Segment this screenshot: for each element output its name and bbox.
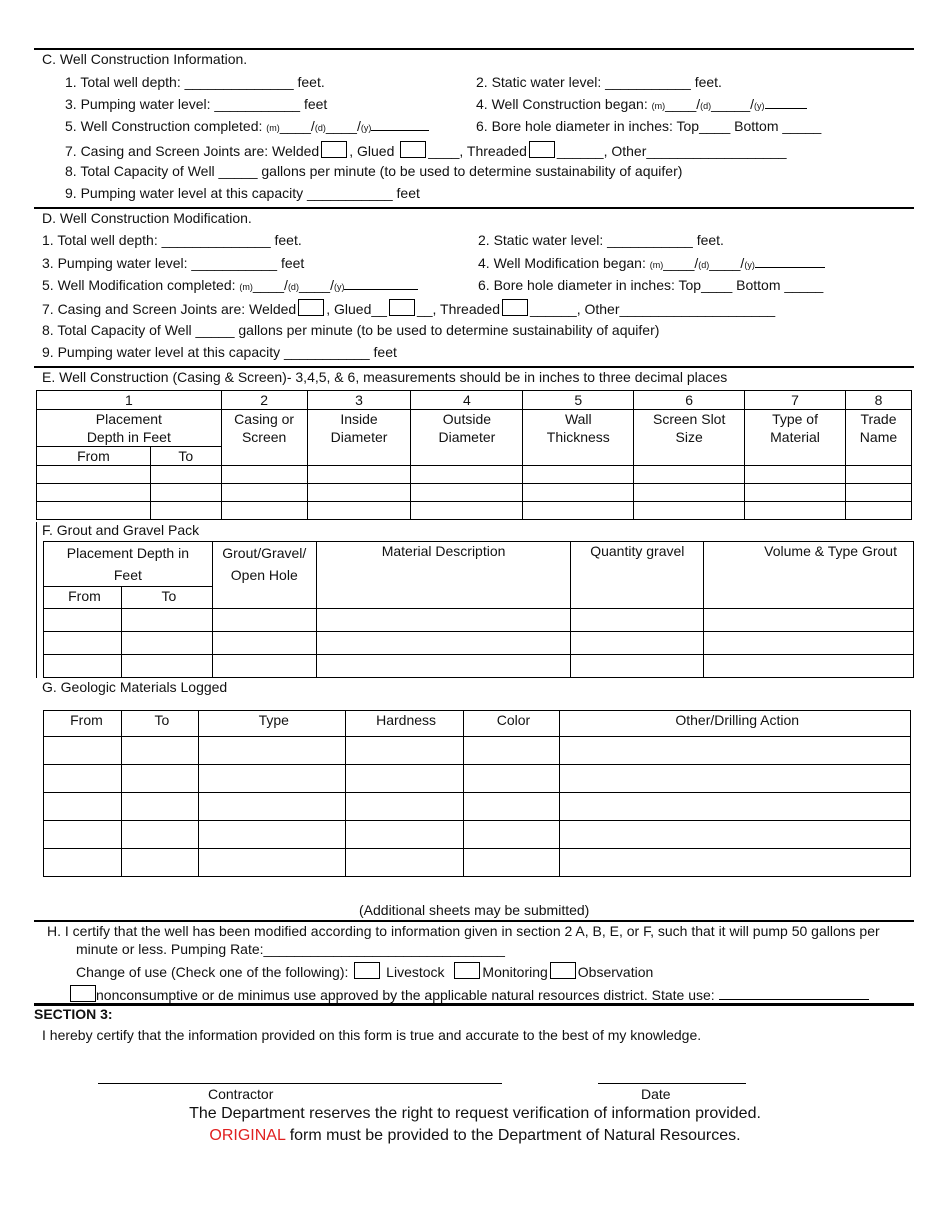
geologic-materials-table: [43, 710, 911, 877]
d-pumping-capacity[interactable]: 9. Pumping water level at this capacity ___________ feet: [42, 344, 397, 360]
welded-checkbox[interactable]: [298, 299, 324, 316]
pumping-rate[interactable]: minute or less. Pumping Rate:_______________________________: [76, 941, 505, 957]
rule-g-h: [34, 920, 914, 922]
table-row[interactable]: [37, 466, 912, 484]
header-from: From: [44, 711, 122, 737]
state-use-field[interactable]: [719, 999, 869, 1000]
header-drilling-action: Other/Drilling Action: [560, 711, 911, 737]
original-notice: [0, 1127, 950, 1145]
header-to: To: [121, 711, 198, 737]
rule-h-3: [34, 1003, 914, 1006]
section-3-heading: SECTION 3:: [34, 1006, 113, 1022]
welded-checkbox[interactable]: [321, 141, 347, 158]
table-row[interactable]: [44, 737, 911, 765]
col-number: 1: [37, 391, 222, 410]
c-construction-completed[interactable]: 5. Well Construction completed: (m)____/(d)____/(y): [65, 118, 429, 134]
header-slot-size: Screen Slot Size: [634, 410, 745, 466]
date-d: (d): [314, 123, 326, 133]
nonconsumptive-checkbox[interactable]: [70, 985, 96, 1002]
glued-label: , Glued__: [326, 301, 387, 317]
casing-screen-table: [36, 390, 912, 520]
col-number: 2: [221, 391, 307, 410]
col-number: 8: [845, 391, 911, 410]
threaded-checkbox[interactable]: [529, 141, 555, 158]
date-d: (d): [287, 282, 299, 292]
header-wall-thickness: Wall Thickness: [523, 410, 634, 466]
c-joints[interactable]: [65, 141, 787, 159]
header-from: From: [44, 587, 122, 609]
date-line[interactable]: [598, 1083, 746, 1084]
threaded-label: ____, Threaded: [428, 143, 527, 159]
section-g-title: G. Geologic Materials Logged: [42, 679, 228, 695]
section-d-title: D. Well Construction Modification.: [42, 210, 252, 226]
monitoring-label: Monitoring: [482, 964, 548, 980]
c-total-capacity[interactable]: 8. Total Capacity of Well _____ gallons per minute (to be used to determine sustainability of aquifer): [65, 163, 683, 179]
table-row[interactable]: [44, 609, 914, 632]
col-number: 3: [307, 391, 411, 410]
certification-statement: I hereby certify that the information provided on this form is true and accurate to the best of my knowledge.: [42, 1027, 702, 1043]
table-row[interactable]: [44, 793, 911, 821]
d-began-label: 4. Well Modification began:: [478, 255, 646, 271]
date-y: (y): [744, 260, 755, 270]
header-to: To: [121, 587, 212, 609]
header-quantity-gravel: Quantity gravel: [571, 542, 704, 609]
section-h-certify: H. I certify that the well has been modified according to information given in section 2 A, B, E, or F, such that it will pump 50 gallons per: [47, 923, 880, 939]
date-d: (d): [700, 101, 712, 111]
header-volume-grout: Volume & Type Grout: [704, 542, 914, 609]
livestock-label: Livestock: [386, 964, 445, 980]
d-bore-diameter[interactable]: 6. Bore hole diameter in inches: Top____ Bottom _____: [478, 277, 824, 293]
d-joints-label: 7. Casing and Screen Joints are: Welded: [42, 301, 297, 317]
date-m: (m): [649, 260, 664, 270]
c-bore-diameter[interactable]: 6. Bore hole diameter in inches: Top____ Bottom _____: [476, 118, 822, 134]
contractor-signature-line[interactable]: [98, 1083, 502, 1084]
col-number: 6: [634, 391, 745, 410]
date-m: (m): [266, 123, 280, 133]
table-row[interactable]: [44, 821, 911, 849]
header-material-type: Type of Material: [745, 410, 846, 466]
contractor-label: Contractor: [208, 1086, 274, 1102]
rule-d-e: [34, 366, 914, 368]
c-pumping-capacity[interactable]: 9. Pumping water level at this capacity ___________ feet: [65, 185, 420, 201]
date-m: (m): [651, 101, 666, 111]
header-grout-gravel: Grout/Gravel/ Open Hole: [212, 542, 316, 609]
table-row[interactable]: [44, 655, 914, 678]
left-border: [36, 522, 37, 678]
header-placement-depth: Placement Depth in Feet: [37, 410, 222, 447]
section-c-title: C. Well Construction Information.: [42, 51, 248, 67]
original-notice-text: form must be provided to the Department of Natural Resources.: [285, 1127, 741, 1144]
glued-checkbox[interactable]: [389, 299, 415, 316]
grout-gravel-table: [43, 541, 914, 678]
d-pumping-level[interactable]: 3. Pumping water level: ___________ feet: [42, 255, 305, 271]
threaded-checkbox[interactable]: [502, 299, 528, 316]
header-hardness: Hardness: [345, 711, 463, 737]
header-material-description: Material Description: [316, 542, 571, 609]
c-static-level[interactable]: 2. Static water level: ___________ feet.: [476, 74, 722, 90]
top-rule: [34, 48, 914, 50]
header-color: Color: [463, 711, 560, 737]
header-trade-name: Trade Name: [845, 410, 911, 466]
glued-label: , Glued: [349, 143, 395, 159]
d-joints[interactable]: [42, 299, 775, 317]
table-row[interactable]: [44, 632, 914, 655]
nonconsumptive-label: nonconsumptive or de minimus use approved by the applicable natural resources district. State use:: [96, 987, 715, 1003]
other-label: ______, Other__________________: [556, 143, 787, 159]
c-joints-label: 7. Casing and Screen Joints are: Welded: [65, 143, 320, 159]
date-y: (y): [333, 282, 345, 292]
section-e-title: E. Well Construction (Casing & Screen)- 3,4,5, & 6, measurements should be in inches to three decimal places: [42, 369, 728, 385]
d-completed-label: 5. Well Modification completed:: [42, 277, 236, 293]
header-from: From: [37, 447, 151, 466]
nonconsumptive-option: [70, 985, 869, 1003]
d-static-level[interactable]: 2. Static water level: ___________ feet.: [478, 232, 724, 248]
date-d: (d): [698, 260, 710, 270]
c-began-label: 4. Well Construction began:: [476, 96, 648, 112]
d-total-capacity[interactable]: 8. Total Capacity of Well _____ gallons per minute (to be used to determine sustainability of aquifer): [42, 322, 660, 338]
d-modification-completed[interactable]: 5. Well Modification completed: (m)____/(d)____/(y): [42, 277, 418, 293]
date-label: Date: [641, 1086, 671, 1102]
c-pumping-level[interactable]: 3. Pumping water level: ___________ feet: [65, 96, 328, 112]
monitoring-checkbox[interactable]: [454, 962, 480, 979]
verification-notice: The Department reserves the right to request verification of information provided.: [189, 1105, 761, 1122]
col-number: 5: [523, 391, 634, 410]
header-placement-depth: Placement Depth in Feet: [44, 542, 213, 587]
table-row[interactable]: [37, 502, 912, 520]
header-outside-diameter: Outside Diameter: [411, 410, 523, 466]
change-of-use: [76, 962, 653, 980]
table-row[interactable]: [44, 849, 911, 877]
observation-checkbox[interactable]: [550, 962, 576, 979]
section-f-title: F. Grout and Gravel Pack: [42, 522, 200, 538]
table-row[interactable]: [37, 484, 912, 502]
header-casing-screen: Casing or Screen: [221, 410, 307, 466]
change-of-use-label: Change of use (Check one of the following):: [76, 964, 349, 980]
col-number: 7: [745, 391, 846, 410]
c-completed-label: 5. Well Construction completed:: [65, 118, 263, 134]
d-total-depth[interactable]: 1. Total well depth: ______________ feet.: [42, 232, 302, 248]
header-to: To: [150, 447, 221, 466]
rule-c-d: [34, 207, 914, 209]
col-number: 4: [411, 391, 523, 410]
c-total-depth[interactable]: 1. Total well depth: ______________ feet.: [65, 74, 325, 90]
d-modification-began[interactable]: 4. Well Modification began: (m)____/(d)____/(y): [478, 255, 825, 271]
other-label: ______, Other____________________: [529, 301, 776, 317]
date-y: (y): [754, 101, 765, 111]
date-m: (m): [239, 282, 253, 292]
threaded-label: __, Threaded: [416, 301, 500, 317]
glued-checkbox[interactable]: [400, 141, 426, 158]
date-y: (y): [360, 123, 372, 133]
original-emphasis: ORIGINAL: [209, 1127, 286, 1144]
additional-sheets-note: (Additional sheets may be submitted): [359, 902, 590, 918]
header-inside-diameter: Inside Diameter: [307, 410, 411, 466]
observation-label: Observation: [577, 964, 654, 980]
livestock-checkbox[interactable]: [354, 962, 380, 979]
header-type: Type: [198, 711, 345, 737]
table-row[interactable]: [44, 765, 911, 793]
c-construction-began[interactable]: 4. Well Construction began: (m)____/(d)_____/(y): [476, 96, 807, 112]
